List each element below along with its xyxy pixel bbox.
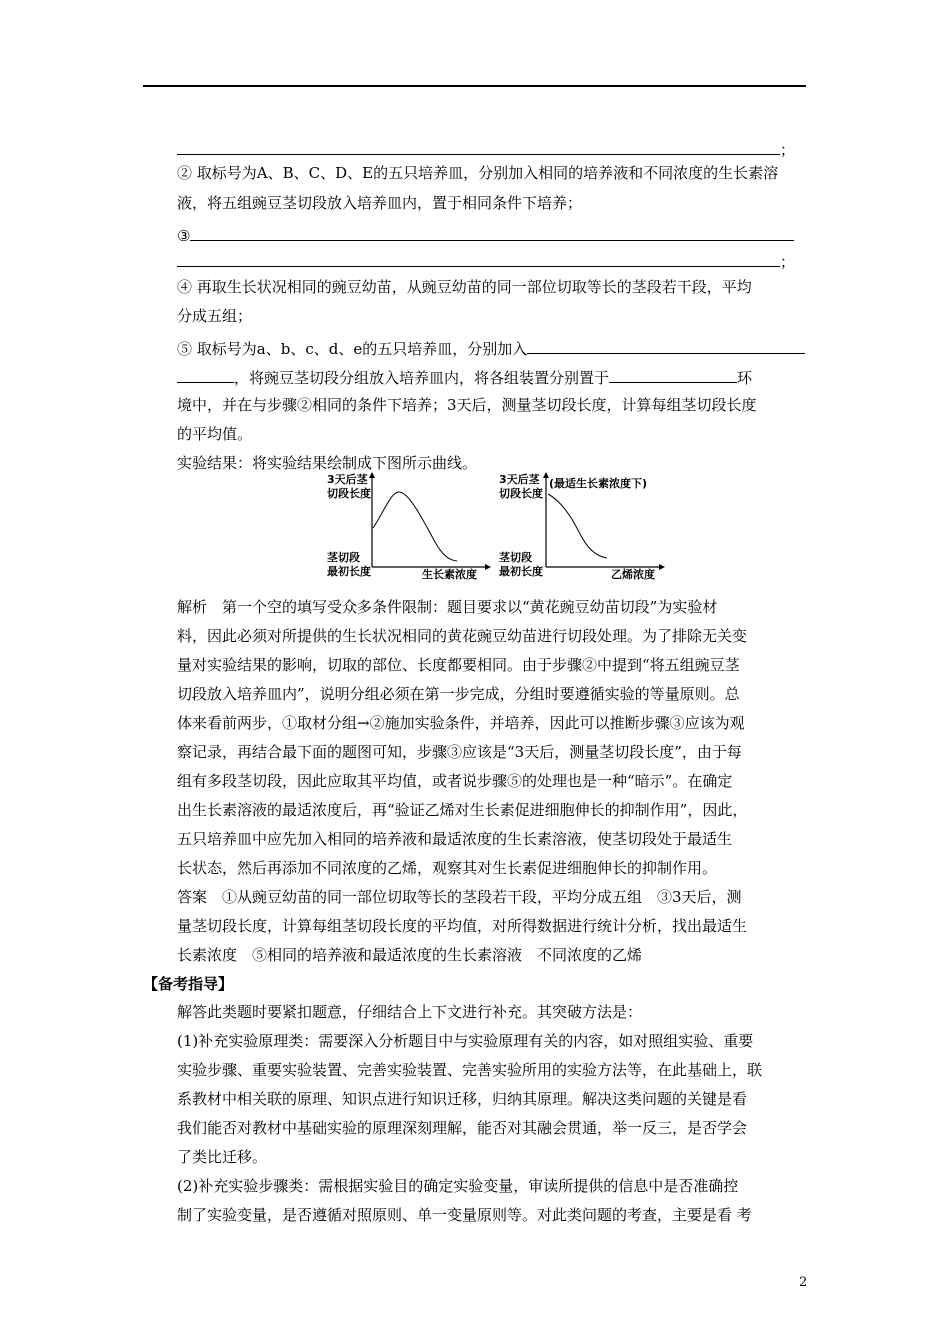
right-annotation: (最适生长素浓度下) bbox=[549, 477, 648, 490]
right-curve bbox=[548, 494, 607, 558]
answer-blank[interactable] bbox=[609, 366, 737, 383]
analysis-line-2: 料，因此必须对所提供的生长状况相同的黄花豌豆幼苗进行切段处理。为了排除无关变 bbox=[177, 627, 748, 645]
analysis-line-1: 解析 第一个空的填写受众多条件限制：题目要求以“黄花豌豆幼苗切段”为实验材 bbox=[177, 598, 718, 616]
answer-blank[interactable] bbox=[190, 224, 794, 241]
header-rule bbox=[143, 85, 806, 87]
right-base-label-1: 茎切段 bbox=[499, 551, 532, 564]
answer-line-1: 答案 ①从豌豆幼苗的同一部位切取等长的茎段若干段，平均分成五组 ③3天后，测 bbox=[177, 888, 742, 906]
step-5-line-1: ⑤ 取标号为a、b、c、d、e的五只培养皿，分别加入 bbox=[177, 337, 805, 359]
answer-blank[interactable] bbox=[527, 337, 805, 354]
guide-line-1: 解答此类题时要紧扣题意，仔细结合上下文进行补充。其突破方法是： bbox=[177, 1003, 643, 1021]
chart-ethylene bbox=[497, 470, 677, 585]
left-x-arrow bbox=[485, 564, 491, 570]
blank-line-2: ； bbox=[177, 250, 795, 272]
analysis-line-6: 察记录，再结合最下面的题图可知，步骤③应该是“3天后，测量茎切段长度”，由于每 bbox=[177, 743, 742, 761]
right-base-label-2: 最初长度 bbox=[499, 565, 543, 578]
step-2-line-1: ② 取标号为A、B、C、D、E的五只培养皿，分别加入相同的培养液和不同浓度的生长素溶 bbox=[177, 164, 779, 182]
answer-blank[interactable] bbox=[177, 366, 234, 383]
answer-blank[interactable] bbox=[177, 250, 780, 267]
guide-line-4: 系教材中相关联的原理、知识点进行知识迁移，归纳其原理。解决这类问题的关键是看 bbox=[177, 1090, 748, 1108]
right-y-label-1: 3天后茎 bbox=[499, 473, 540, 486]
answer-line-2: 量茎切段长度，计算每组茎切段长度的平均值，对所得数据进行统计分析，找出最适生 bbox=[177, 917, 748, 935]
answer-blank[interactable] bbox=[177, 138, 780, 155]
blank-line-1: ； bbox=[177, 138, 795, 160]
left-y-arrow bbox=[369, 472, 375, 478]
page-number: 2 bbox=[799, 1275, 808, 1290]
right-x-label: 乙烯浓度 bbox=[611, 568, 655, 581]
guide-line-8: 制了实验变量，是否遵循对照原则、单一变量原则等。对此类问题的考查，主要是看 考 bbox=[177, 1206, 752, 1224]
right-y-label-2: 切段长度 bbox=[499, 487, 543, 500]
step-4-line-1: ④ 再取生长状况相同的豌豆幼苗，从豌豆幼苗的同一部位切取等长的茎段若干段，平均 bbox=[177, 278, 752, 296]
step-5-line-2: ，将豌豆茎切段分组放入培养皿内，将各组装置分别置于 环 bbox=[177, 366, 752, 388]
guide-line-7: (2)补充实验步骤类：需根据实验目的确定实验变量，审读所提供的信息中是否准确控 bbox=[177, 1177, 739, 1195]
analysis-line-8: 出生长素溶液的最适浓度后，再“验证乙烯对生长素促进细胞伸长的抑制作用”，因此， bbox=[177, 801, 748, 819]
step-5-line-4: 的平均值。 bbox=[177, 425, 253, 443]
analysis-line-4: 切段放入培养皿内”，说明分组必须在第一步完成，分组时要遵循实验的等量原则。总 bbox=[177, 685, 740, 703]
step-4-line-2: 分成五组； bbox=[177, 307, 253, 325]
left-base-label-2: 最初长度 bbox=[327, 565, 371, 578]
left-x-label: 生长素浓度 bbox=[422, 568, 477, 581]
answer-line-3: 长素浓度 ⑤相同的培养液和最适浓度的生长素溶液 不同浓度的乙烯 bbox=[177, 946, 643, 964]
analysis-line-10: 长状态，然后再添加不同浓度的乙烯，观察其对生长素促进细胞伸长的抑制作用。 bbox=[177, 859, 718, 877]
guide-line-3: 实验步骤、重要实验装置、完善实验装置、完善实验所用的实验方法等，在此基础上，联 bbox=[177, 1061, 763, 1079]
left-base-label-1: 茎切段 bbox=[327, 551, 360, 564]
analysis-line-5: 体来看前两步，①取材分组→②施加实验条件，并培养，因此可以推断步骤③应该为观 bbox=[177, 714, 745, 732]
analysis-line-9: 五只培养皿中应先加入相同的培养液和最适浓度的生长素溶液，使茎切段处于最适生 bbox=[177, 830, 733, 848]
step-2-line-2: 液，将五组豌豆茎切段放入培养皿内，置于相同条件下培养； bbox=[177, 194, 583, 212]
guide-line-6: 了类比迁移。 bbox=[177, 1148, 268, 1166]
right-x-arrow bbox=[659, 564, 665, 570]
analysis-line-7: 组有多段茎切段，因此应取其平均值，或者说步骤⑤的处理也是一种“暗示”。在确定 bbox=[177, 772, 733, 790]
right-y-arrow bbox=[543, 472, 549, 478]
step-3-line: ③ bbox=[177, 224, 794, 246]
result-line: 实验结果：将实验结果绘制成下图所示曲线。 bbox=[177, 454, 478, 472]
guide-heading: 【备考指导】 bbox=[143, 975, 234, 993]
guide-line-2: (1)补充实验原理类：需要深入分析题目中与实验原理有关的内容，如对照组实验、重要 bbox=[177, 1032, 754, 1050]
left-y-label-1: 3天后茎 bbox=[327, 473, 368, 486]
step-5-line-3: 境中，并在与步骤②相同的条件下培养；3天后，测量茎切段长度，计算每组茎切段长度 bbox=[177, 396, 757, 414]
left-curve bbox=[373, 492, 457, 561]
left-y-label-2: 切段长度 bbox=[327, 487, 371, 500]
analysis-line-3: 量对实验结果的影响，切取的部位、长度都要相同。由于步骤②中提到“将五组豌豆茎 bbox=[177, 656, 740, 674]
chart-growth-hormone bbox=[325, 470, 495, 585]
guide-line-5: 我们能否对教材中基础实验的原理深刻理解，能否对其融会贯通，举一反三，是否学会 bbox=[177, 1119, 748, 1137]
